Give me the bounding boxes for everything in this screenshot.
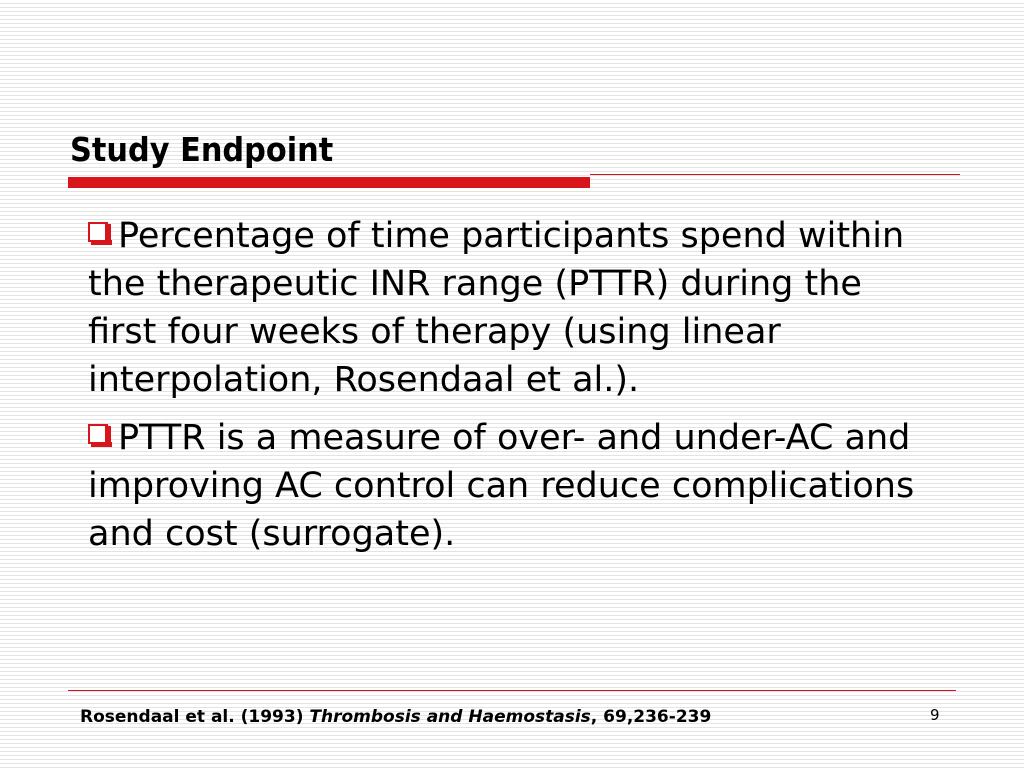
checkbox-square-icon [88,424,108,444]
title-underline-thick [68,177,590,188]
footer-divider [68,690,956,691]
citation-authors: Rosendaal et al. (1993) [80,707,310,727]
citation [80,705,711,729]
bullet-item [88,414,928,558]
citation-reference: , 69,236-239 [590,707,712,727]
checkbox-square-icon [88,222,108,242]
title-underline-thin [590,174,960,175]
bullet-list [88,212,928,568]
bullet-item [88,212,928,404]
bullet-text: Percentage of time participants spend within the therapeutic INR range (PTTR) during the first four weeks of therapy (using linear interpolation, Rosendaal et al.). [88,216,905,400]
slide-title: Study Endpoint [70,130,334,169]
citation-journal: Thrombosis and Haemostasis [309,707,591,727]
bullet-text: PTTR is a measure of over- and under-AC and improving AC control can reduce complications and cost (surrogate). [88,418,915,554]
page-number: 9 [930,706,940,724]
